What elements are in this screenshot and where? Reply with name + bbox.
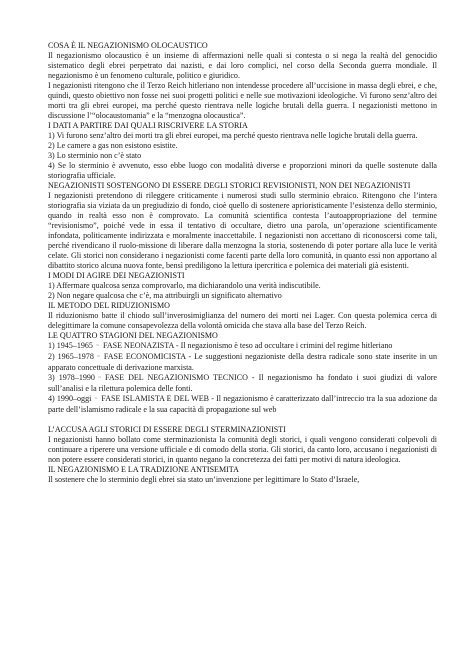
data-item-1: 1) Vi furono senz’altro dei morti tra gli ebrei europei, ma perché questo rientrava nelle logiche brutali della guerra. [48,131,418,140]
stage-period: 1) 1945–1965 [48,341,93,350]
data-item-3: 3) Lo sterminio non c’è stato [48,151,142,160]
data-heading: I DATI A PARTIRE DAI QUALI RISCRIVERE LA STORIA [48,121,248,130]
data-item-4: 4) Se lo sterminio è avvenuto, esso ebbe luogo con modalità diverse e proporzioni minori da quelle sostenute dalla storiografia ufficiale. [48,161,437,180]
stage-text: FASE DEL NEGAZIONISMO TECNICO - Il negazionismo ha fondato i suoi giudizi di valore sull’analisi e la rilettura polemica delle fonti. [48,373,437,393]
stage-item-2 [48,352,437,373]
small-bracket-icon: ⸧ [95,355,101,360]
intro-paragraph-2: I negazionisti ritengono che il Terzo Reich hitleriano non intendesse procedere all’uccisione in massa degli ebrei, e che, quindi, questo obiettivo non fosse nei suoi progetti politici e nelle sue motivazioni ideologiche. Vi furono senz’altro dei morti tra gli ebrei europei, ma perché questo rientrava nelle logiche brutali della guerra. I negazionisti mettono in discussione l’“olocaustomania” e la “menzogna olocaustica”. [48,81,437,120]
stage-text: FASE NEONAZISTA - Il negazionismo è teso ad occultare i crimini del regime hitleriano [102,341,393,350]
modes-item-2: 2) Non negare qualcosa che c’è, ma attribuirgli un significato alternativo [48,291,282,300]
accusation-paragraph: I negazionisti hanno bollato come sterminazionista la comunità degli storici, i quali vengono considerati colpevoli di continuare a riperere una versione ufficiale e di comodo della storia. Gli storici, da canto loro, accusano i negazionisti di non potere essere considerati storici, in quanto negano la concretezza dei fatti per motivi di natura ideologica. [48,435,437,464]
section-spacer [48,415,437,425]
document-page [48,41,437,485]
method-heading: IL METODO DEL RIDUZIONISMO [48,301,170,310]
data-item-2: 2) Le camere a gas non esistono esistite. [48,141,178,150]
small-bracket-icon: ⸧ [93,397,99,402]
small-bracket-icon: ⸧ [96,376,102,381]
stage-text: FASE ISLAMISTA E DEL WEB - Il negazionismo è caratterizzato dall’intreccio tra la sua adozione da parte dell’islamismo radicale e la sua capacità di propagazione sul web [48,394,437,414]
stage-item-1 [48,341,437,352]
tradition-paragraph: Il sostenere che lo sterminio degli ebrei sia stato un’invenzione per legittimare lo Stato d’Israele, [48,475,360,484]
tradition-heading: IL NEGAZIONISMO E LA TRADIZIONE ANTISEMITA [48,465,239,474]
stage-period: 2) 1965–1978 [48,352,94,361]
small-bracket-icon: ⸧ [94,344,100,349]
accusation-heading: L’ACCUSA AGLI STORICI DI ESSERE DEGLI STERMINAZIONISTI [48,425,286,434]
stages-heading: LE QUATTRO STAGIONI DEL NEGAZIONISMO [48,331,218,340]
stage-period: 4) 1990–oggi [48,394,92,403]
intro-paragraph-1: Il negazionismo olocaustico è un insieme di affermazioni nelle quali si contesta o si nega la realtà del genocidio sistematico degli ebrei perpetrato dai nazisti, e dai loro complici, nel corso della Seconda guerra mondiale. Il negazionismo è un fenomeno culturale, politico e giuridico. [48,51,437,80]
modes-item-1: 1) Affermare qualcosa senza comprovarlo, ma dichiarandolo una verità indiscutibile. [48,281,321,290]
revisionist-paragraph: I negazionisti pretendono di rileggere criticamente i numerosi studi sullo sterminio ebraico. Ritengono che l’intera storiografia sia viziata da un pregiudizio di fondo, cioè quello di sostenere aprioristicamente l’esistenza dello sterminio, quando in realtà esso non è comprovato. La comunità scientifica contesta l’autoappropriazione del termine “revisionismo”, poiché vede in essa il tentativo di occultare, dietro una parola, un’operazione scientificamente infondata, politicamente indirizzata e moralmente inaccettabile. I negazionisti non accettano di riconoscersi come tali, perché rivendicano il ruolo-missione di liberare dalla menzogna la storia, sostenendo di poter portare alla luce le verità celate. Gli storici non considerano i negazionisti come facenti parte della loro comunità, in quanto essi non apportano al dibattito storico alcuna nuova fonte, bensì prediligono la lettura ipercritica e polemica dei materiali già esistenti. [48,191,437,270]
modes-heading: I MODI DI AGIRE DEI NEGAZIONISTI [48,271,185,280]
stage-text: FASE ECONOMICISTA - Le suggestioni negazioniste della destra radicale sono state inserite in un apparato concettuale di derivazione marxista. [48,352,437,372]
revisionist-heading: NEGAZIONISTI SOSTENGONO DI ESSERE DEGLI STORICI REVISIONISTI, NON DEI NEGAZIONISTI [48,181,411,190]
document-title: COSA È IL NEGAZIONISMO OLOCAUSTICO [48,41,208,50]
stage-item-4 [48,394,437,415]
stage-item-3 [48,373,437,394]
stage-period: 3) 1978–1990 [48,373,95,382]
method-paragraph: Il riduzionismo batte il chiodo sull’inverosimiglianza del numero dei morti nei Lager. Con questa polemica cerca di delegittimare la comune consapevolezza della volontà omicida che stava alla base del Terzo Reich. [48,311,437,330]
